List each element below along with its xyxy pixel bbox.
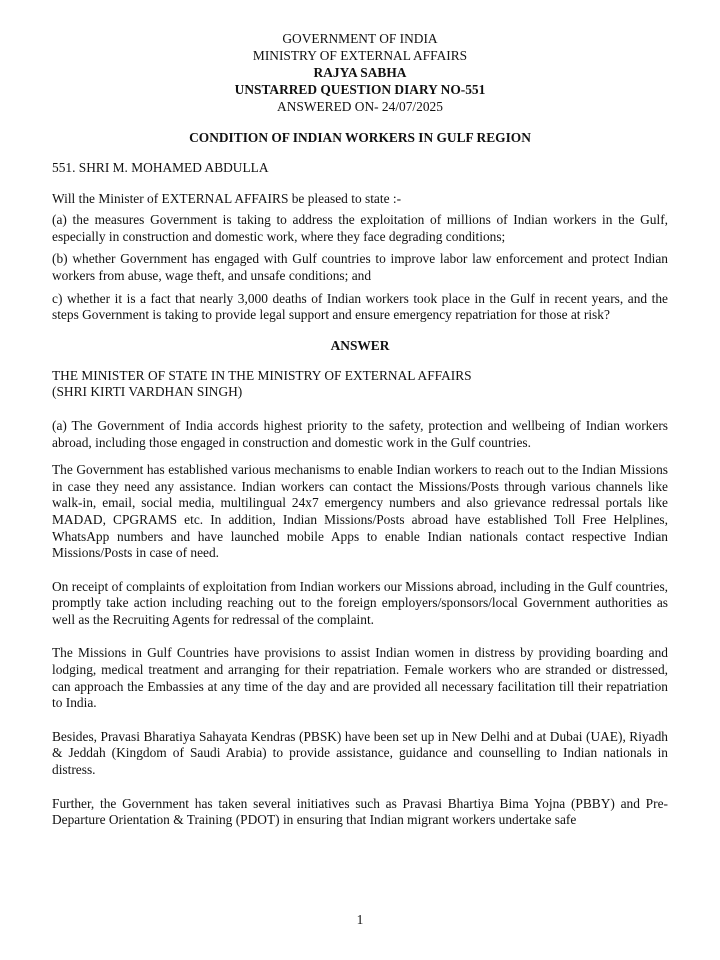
header-answered-date: ANSWERED ON- 24/07/2025 bbox=[277, 99, 443, 114]
answer-paragraph: Besides, Pravasi Bharatiya Sahayata Kendras (PBSK) have been set up in New Delhi and at Dubai (UAE), Riyadh & Jeddah (Kingdom of Saudi Arabia) to provide assistance, guidance and counselling to Indian nationals in distress. bbox=[52, 728, 668, 778]
answer-paragraph: (a) The Government of India accords highest priority to the safety, protection and wellbeing of Indian workers abroad, including those engaged in construction and domestic work in the Gulf countries. bbox=[52, 417, 668, 450]
document-title: CONDITION OF INDIAN WORKERS IN GULF REGION bbox=[189, 130, 531, 145]
header-ministry: MINISTRY OF EXTERNAL AFFAIRS bbox=[252, 48, 468, 63]
answer-paragraph: On receipt of complaints of exploitation from Indian workers our Missions abroad, including in the Gulf countries, promptly take action including reaching out to the foreign employers/sponsors/local Government authorities as well as the Recruiting Agents for redressal of the complaint. bbox=[52, 578, 668, 627]
header-government: GOVERNMENT OF INDIA bbox=[282, 31, 438, 46]
page-number: 1 bbox=[356, 912, 364, 927]
document-header bbox=[52, 30, 668, 115]
minister-name: (SHRI KIRTI VARDHAN SINGH) bbox=[52, 384, 243, 400]
answer-paragraph: Further, the Government has taken several initiatives such as Pravasi Bhartiya Bima Yojna (PBBY) and Pre-Departure Orientation & Training (PDOT) in ensuring that Indian migrant workers undertake safe bbox=[52, 795, 668, 828]
question-intro: Will the Minister of EXTERNAL AFFAIRS be pleased to state :- bbox=[52, 190, 402, 206]
minister-title: THE MINISTER OF STATE IN THE MINISTRY OF EXTERNAL AFFAIRS bbox=[52, 367, 472, 383]
header-house: RAJYA SABHA bbox=[313, 65, 407, 80]
question-a: (a) the measures Government is taking to address the exploitation of millions of Indian workers in the Gulf, especially in construction and domestic work, where they face degrading conditions; bbox=[52, 212, 668, 244]
answer-heading: ANSWER bbox=[330, 337, 390, 353]
header-question-number: UNSTARRED QUESTION DIARY NO-551 bbox=[234, 82, 486, 97]
question-b: (b) whether Government has engaged with Gulf countries to improve labor law enforcement and protect Indian workers from abuse, wage theft, and unsafe conditions; and bbox=[52, 251, 668, 283]
questioner: 551. SHRI M. MOHAMED ABDULLA bbox=[52, 160, 269, 175]
question-c: c) whether it is a fact that nearly 3,000 deaths of Indian workers took place in the Gulf in recent years, and the steps Government is taking to provide legal support and ensure emergency repatriation for those at risk? bbox=[52, 290, 668, 323]
answer-paragraph: The Missions in Gulf Countries have provisions to assist Indian women in distress by providing boarding and lodging, medical treatment and arranging for their repatriation. Female workers who are stranded or distressed, can approach the Embassies at any time of the day and are provided all necessary facilitation till their repatriation to India. bbox=[52, 645, 668, 711]
answer-paragraph: The Government has established various mechanisms to enable Indian workers to reach out to the Indian Missions in case they need any assistance. Indian workers can contact the Missions/Posts through various channels like walk-in, email, social media, multilingual 24x7 emergency numbers and also grievance redressal portals like MADAD, CPGRAMS etc. In addition, Indian Missions/Posts abroad have established Toll Free Helplines, WhatsApp numbers and have launched mobile Apps to enable Indian nationals contact respective Indian Missions/Posts in case of need. bbox=[52, 462, 668, 561]
